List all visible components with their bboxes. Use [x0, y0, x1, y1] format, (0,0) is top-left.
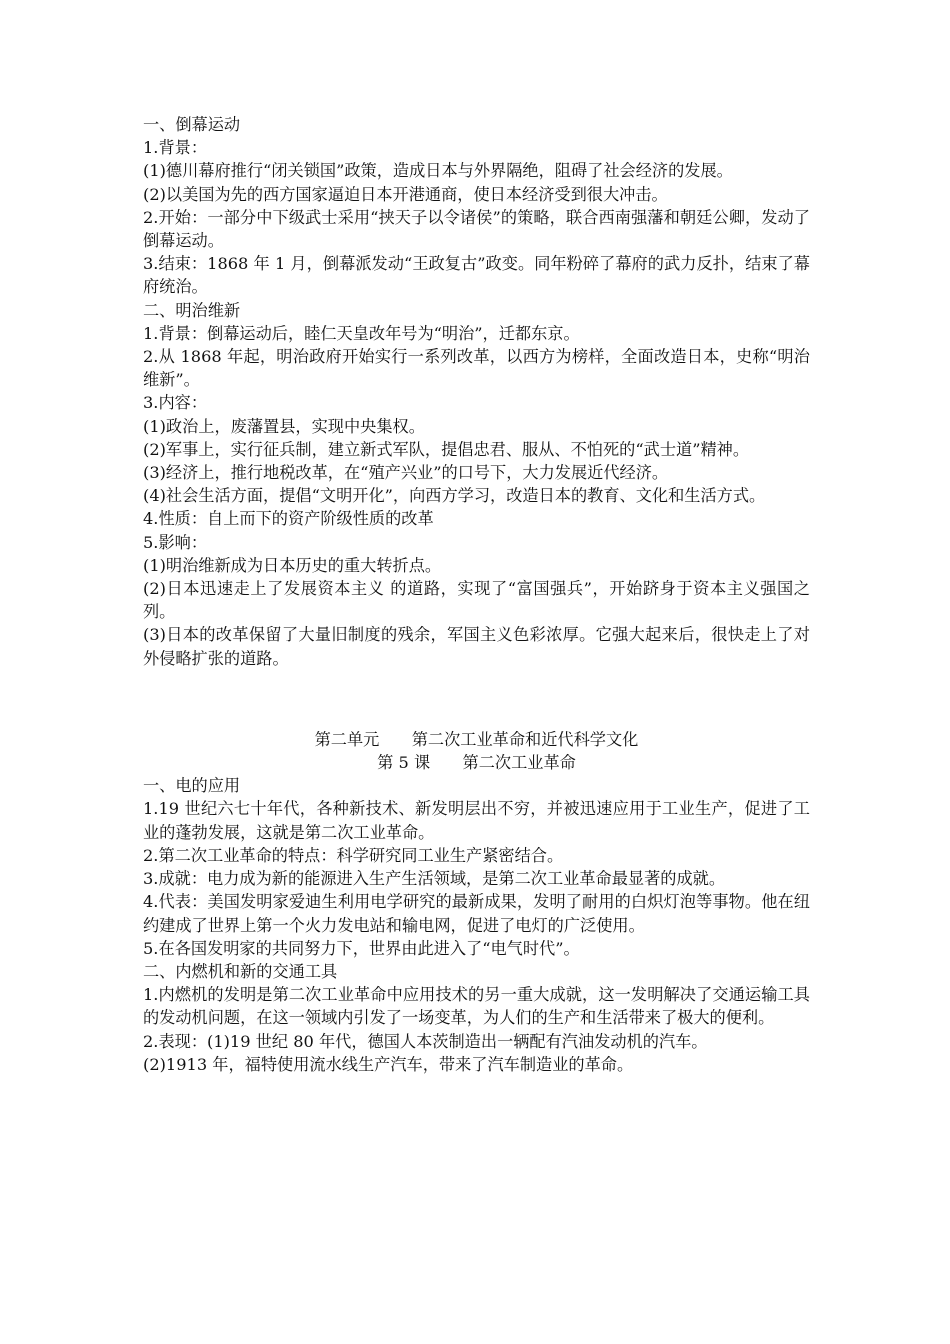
- paragraph: 3.内容：: [143, 393, 208, 413]
- paragraph: (3)日本的改革保留了大量旧制度的残余，军国主义色彩浓厚。它强大起来后，很快走上了对外侵略扩张的道路。: [143, 625, 810, 668]
- paragraph: 4.性质：自上而下的资产阶级性质的改革: [143, 509, 434, 529]
- paragraph: 3.结束：1868 年 1 月，倒幕派发动“王政复古”政变。同年粉碎了幕府的武力反扑，结束了幕府统治。: [143, 254, 810, 297]
- paragraph: 1.背景：: [143, 138, 208, 158]
- heading-electricity: 一、电的应用: [143, 776, 241, 796]
- paragraph: (3)经济上，推行地税改革，在“殖产兴业”的口号下，大力发展近代经济。: [143, 463, 669, 483]
- paragraph: 1.背景：倒幕运动后，睦仁天皇改年号为“明治”，迁都东京。: [143, 323, 580, 343]
- paragraph: (4)社会生活方面，提倡“文明开化”，向西方学习，改造日本的教育、文化和生活方式。: [143, 486, 766, 506]
- paragraph: 2.从 1868 年起，明治政府开始实行一系列改革，以西方为榜样，全面改造日本，史称“明治维新”。: [143, 347, 810, 390]
- paragraph: 4.代表：美国发明家爱迪生利用电学研究的最新成果，发明了耐用的白炽灯泡等事物。他在纽约建成了世界上第一个火力发电站和输电网，促进了电灯的广泛使用。: [143, 892, 810, 935]
- paragraph: (1)政治上，废藩置县，实现中央集权。: [143, 416, 425, 436]
- heading-meiji-restoration: 二、明治维新: [143, 300, 241, 320]
- heading-combustion-engine: 二、内燃机和新的交通工具: [143, 961, 338, 981]
- paragraph: (2)1913 年，福特使用流水线生产汽车，带来了汽车制造业的革命。: [143, 1054, 634, 1074]
- paragraph: 1.内燃机的发明是第二次工业革命中应用技术的另一重大成就，这一发明解决了交通运输工具的发动机问题，在这一领域内引发了一场变革，为人们的生产和生活带来了极大的便利。: [143, 985, 810, 1028]
- section-industrial-revolution: [143, 774, 810, 1076]
- paragraph: (2)日本迅速走上了发展资本主义 的道路，实现了“富国强兵”，开始跻身于资本主义强国之列。: [143, 579, 810, 622]
- paragraph: 5.影响：: [143, 532, 208, 552]
- paragraph: 2.表现：(1)19 世纪 80 年代，德国人本茨制造出一辆配有汽油发动机的汽车。: [143, 1031, 708, 1051]
- paragraph: 2.第二次工业革命的特点：科学研究同工业生产紧密结合。: [143, 845, 564, 865]
- paragraph: (1)德川幕府推行“闭关锁国”政策，造成日本与外界隔绝，阻碍了社会经济的发展。: [143, 161, 733, 181]
- paragraph: 3.成就：电力成为新的能源进入生产生活领域，是第二次工业革命最显著的成就。: [143, 869, 726, 889]
- lesson-title: 第 5 课 第二次工业革命: [377, 753, 576, 773]
- paragraph: (1)明治维新成为日本历史的重大转折点。: [143, 555, 442, 575]
- document-page: [143, 113, 810, 1076]
- section-meiji: [143, 113, 810, 670]
- paragraph: 1.19 世纪六七十年代，各种新技术、新发明层出不穷，并被迅速应用于工业生产，促进了工业的蓬勃发展，这就是第二次工业革命。: [143, 799, 810, 842]
- section-spacer: [143, 670, 810, 728]
- paragraph: (2)以美国为先的西方国家逼迫日本开港通商，使日本经济受到很大冲击。: [143, 184, 668, 204]
- paragraph: 5.在各国发明家的共同努力下，世界由此进入了“电气时代”。: [143, 938, 580, 958]
- paragraph: (2)军事上，实行征兵制，建立新式军队，提倡忠君、服从、不怕死的“武士道”精神。: [143, 439, 750, 459]
- paragraph: 2.开始：一部分中下级武士采用“挟天子以令诸侯”的策略，联合西南强藩和朝廷公卿，发动了倒幕运动。: [143, 207, 810, 251]
- unit-title: 第二单元 第二次工业革命和近代科学文化: [314, 729, 639, 749]
- heading-shogunate-overthrow: 一、倒幕运动: [143, 115, 241, 134]
